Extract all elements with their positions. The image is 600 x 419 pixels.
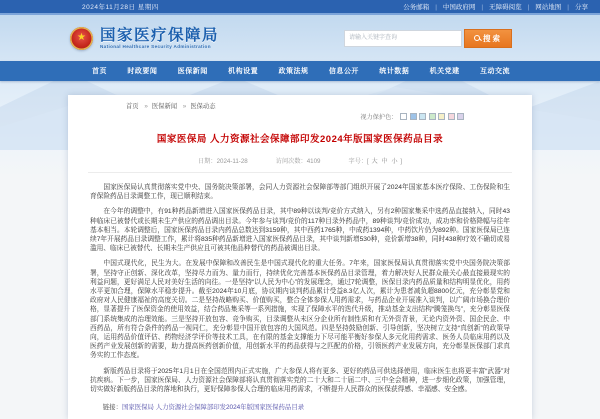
font-size-large[interactable]: 大 [371, 158, 378, 165]
masthead [0, 15, 600, 61]
font-size-medium[interactable]: 中 [381, 158, 388, 165]
article-visits: 访问次数：4109 [275, 158, 321, 165]
top-link-mailbox[interactable]: 公务邮箱 [403, 4, 430, 11]
breadcrumb-current[interactable]: » 医保动态 [179, 103, 216, 110]
breadcrumb-medical-news[interactable]: » 医保新闻 [140, 103, 177, 110]
search-box [344, 29, 512, 48]
breadcrumb [126, 101, 216, 110]
search-button[interactable] [464, 29, 512, 48]
site-name: 国家医疗保障局 [100, 27, 220, 44]
search-icon [474, 35, 481, 42]
nav-item-party-building[interactable]: 机关党建 [429, 68, 460, 75]
article-date: 日期：2024-11-28 [198, 158, 248, 165]
nav-item-statistics[interactable]: 统计数据 [379, 68, 410, 75]
hero-background [0, 15, 600, 412]
search-input[interactable] [344, 30, 462, 47]
top-link-sitemap[interactable]: | 网站地图 [522, 2, 562, 11]
top-utility-bar [0, 0, 600, 15]
vision-label: 视力保护色： [360, 114, 398, 121]
vision-swatch-purple[interactable] [457, 113, 464, 120]
top-link-gov[interactable]: | 中国政府网 [429, 2, 475, 11]
vision-swatch-green[interactable] [429, 113, 436, 120]
breadcrumb-home[interactable]: 首页 [126, 103, 139, 110]
related-link-row [90, 402, 510, 411]
article-meta [88, 156, 512, 173]
vision-swatch-pink[interactable] [448, 113, 455, 120]
nav-item-policies[interactable]: 政策法规 [278, 68, 309, 75]
paragraph-intro: 国家医保局认真贯彻落实党中央、国务院决策部署，会同人力资源社会保障部等部门组织开展了2024年国家基本医疗保险、工伤保险和生育保险药品目录调整工作，现已顺利结束。 [90, 184, 510, 201]
vision-swatch-blue[interactable] [410, 113, 417, 120]
nav-item-organization[interactable]: 机构设置 [228, 68, 259, 75]
nav-item-medical-news[interactable]: 医保新闻 [177, 68, 208, 75]
main-nav [0, 61, 600, 81]
related-link[interactable]: 国家医保局 人力资源社会保障部印发2024年版国家医保药品目录 [121, 404, 305, 412]
font-size-small[interactable]: 小 [391, 158, 398, 165]
top-link-share[interactable]: | 分享 [561, 2, 588, 11]
search-button-label: 搜索 [483, 33, 502, 43]
font-size-control: 字号：[ 大 中 小 ] [348, 158, 402, 165]
paragraph-adjustment-figures: 在今年的调整中，有91种药品新增进入国家医保药品目录，其中89种以谈判/竞价方式纳入，另有2种国家集采中选药品直接纳入，同时43种临床已被替代或长期未生产供应的药品调出目录。今年参与谈判/竞价的117种目录外药品中，89种谈判/竞价成功，成功率和价格降幅与往年基本相当。本轮调整后，国家医保药品目录内药品总数达到3159种，其中西药1765种，中成药1394种，中药饮片仍为892种。国家医保局已连续7年开展药品目录调整工作，累计将835种药品新增进入国家医保药品目录，其中谈判新增530种，竞价新增38种，同时438种疗效不确切或易滥用、临床已被替代、长期未生产供应且可被其他品种替代的药品被调出目录。 [90, 208, 510, 253]
card-top-bar [88, 95, 512, 125]
vision-protection-colors [360, 112, 464, 121]
paragraph-implementation: 新版药品目录将于2025年1月1日在全国范围内正式实施，广大参保人将有更多、更好的药品可供选择使用，临床医生也将更丰富“武器”对抗疾病。下一步，国家医保局、人力资源社会保障部将认真贯彻落实党的二十大和二十届二中、三中全会精神，进一步细化政策，加强管理，切实做好新版药品目录的落地和执行，更好保障参保人合理的临床用药需求，不断提升人民群众的医保获得感、幸福感、安全感。 [90, 367, 510, 394]
article-body [88, 173, 512, 411]
nav-item-disclosure[interactable]: 信息公开 [328, 68, 359, 75]
nav-item-home[interactable]: 首页 [92, 68, 107, 75]
article-title: 国家医保局 人力资源社会保障部印发2024年版国家医保药品目录 [156, 134, 444, 145]
top-link-accessibility[interactable]: | 无障碍阅览 [475, 2, 521, 11]
site-logo[interactable] [70, 27, 219, 50]
vision-swatch-yellow[interactable] [438, 113, 445, 120]
nav-item-politics-news[interactable]: 时政要闻 [127, 68, 158, 75]
top-links [403, 2, 588, 11]
content-card [68, 95, 532, 419]
logo-text [100, 27, 219, 49]
current-date: 2024年11月28日 星期四 [82, 4, 159, 11]
paragraph-seven-years: 中国式现代化，民生为大。在发展中保障和改善民生是中国式现代化的重大任务。7年来，国家医保局认真贯彻落实党中央国务院决策部署，坚持守正创新、深化改革，坚持尽力而为、量力而行，持续优化完善基本医保药品目录管理，着力解决好人民群众最关心最直接最现实的利益问题，更好满足人民对美好生活的向往。一是坚持“以人民为中心”的发展理念，通过7轮调整，医保目录内药品质量和结构明显优化，用药水平更加合理，保障水平稳步提升。截至2024年10月底，协议期内谈判药品累计受益8.3亿人次，累计为患者减负超8800亿元，充分彰显党和政府对人民健康福祉的高度关切。二是坚持战略购买、价值购买，整合全体参保人用药需求，与药品企业开展准入谈判，以广阔市场换合理价格，显著提升了医保资金的使用效益，结合药品集采等一系列措施，实现了保障水平的迭代升级，推动基金支出结构“腾笼换鸟”，充分彰显医保部门系统集成的治理效能。三是坚持开放包容、竞争购买，目录调整从未区分企业所有制性质和有无外资背景，无论内资外资、国企民企、中西药品，所有符合条件的药品一视同仁，充分彰显中国开放包容的大国风范。四是坚持鼓励创新、引导创新，坚决树立支持“真创新”的政策导向，运用药品价值评估、药物经济学评价等技术工具，在有限的基金支撑能力下尽可能平衡好参保人多元化用药需求、医务人员临床用药以及医药产业发展创新的需要，助力提高医药创新价值，用创新水平的药品获得与之匹配的价格，引领医药产业发展方向，充分彰显医保部门求真务实的工作态度。 [90, 260, 510, 360]
site-name-en: National Healthcare Security Administration [100, 44, 211, 49]
link-label: 链接： [102, 404, 122, 412]
vision-swatch-white[interactable] [400, 113, 407, 120]
vision-swatch-cyan[interactable] [419, 113, 426, 120]
nav-item-interaction[interactable]: 互动交流 [480, 68, 510, 75]
national-emblem-icon: ★ [70, 27, 93, 50]
